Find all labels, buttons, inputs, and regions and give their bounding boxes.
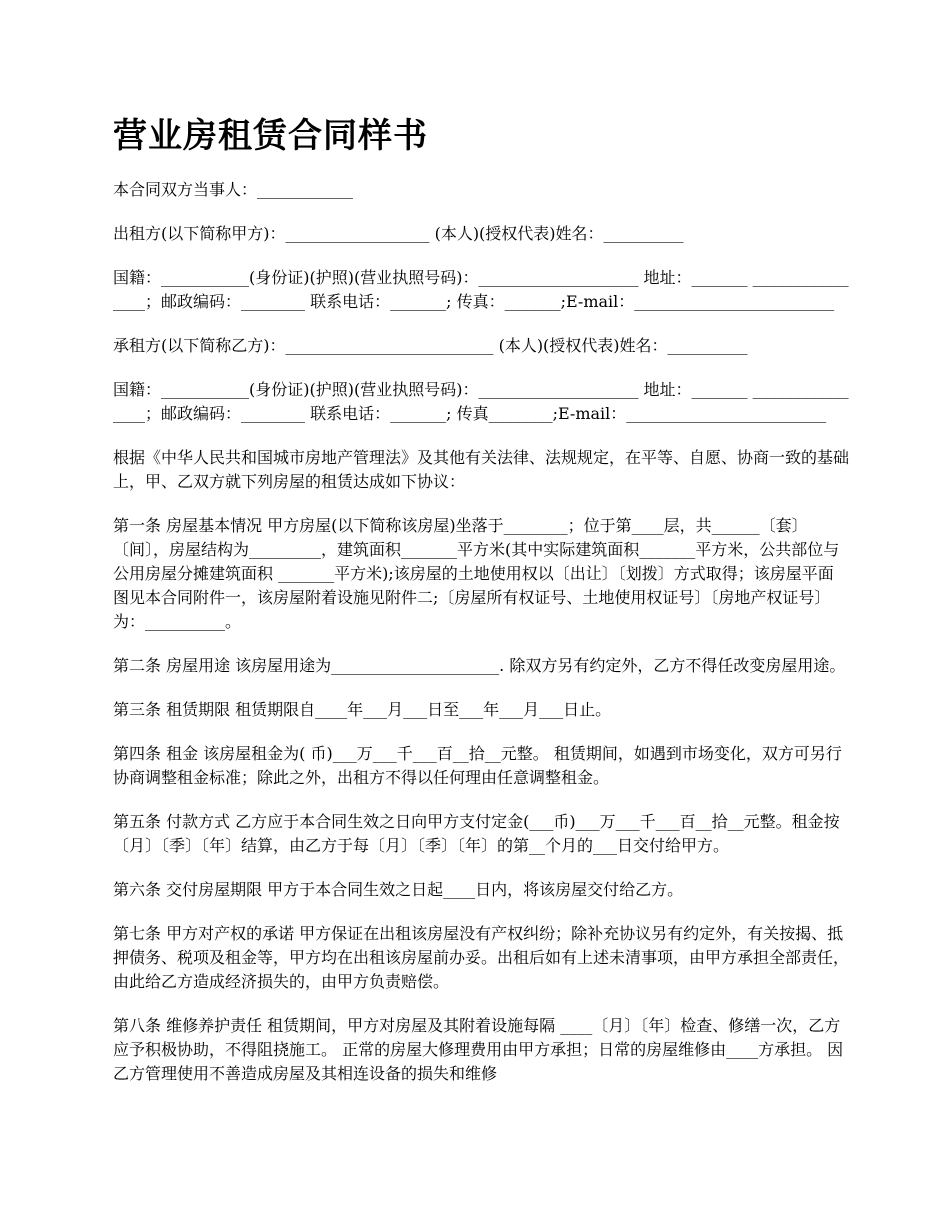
- article-5: 第五条 付款方式 乙方应于本合同生效之日向甲方支付定金(___币)___万___千___百__拾__元整。租金按〔月〕〔季〕〔年〕结算，由乙方于每〔月〕〔季〕〔年〕的第__个月的___日交付给甲方。: [113, 812, 840, 855]
- parties-intro: 本合同双方当事人：____________: [113, 180, 354, 199]
- article-6: 第六条 交付房屋期限 甲方于本合同生效之日起____日内，将该房屋交付给乙方。: [113, 880, 684, 899]
- article-4: 第四条 租金 该房屋租金为( 币)___万___千___百__拾__元整。 租赁期间，如遇到市场变化，双方可另行协商调整租金标准；除此之外，出租方不得以任何理由任意调整租金。: [113, 744, 842, 787]
- document-title: 营业房租赁合同样书: [113, 116, 428, 156]
- article-7: 第七条 甲方对产权的承诺 甲方保证在出租该房屋没有产权纠纷；除补充协议另有约定外，有关按揭、抵押债务、税项及租金等，甲方均在出租该房屋前办妥。出租后如有上述未清事项，由甲方承担全部责任，由此给乙方造成经济损失的，由甲方负责赔偿。: [113, 924, 850, 991]
- lessee-line: 承租方(以下简称乙方)：__________________________ (本人)(授权代表)姓名：__________: [113, 336, 748, 355]
- article-1: 第一条 房屋基本情况 甲方房屋(以下简称该房屋)坐落于________；位于第____层，共______〔套〕〔间〕，房屋结构为_________，建筑面积_______平方米(其中实际建筑面积_______平方米，公共部位与公用房屋分摊建筑面积 _______平方米);该房屋的土地使用权以〔出让〕〔划拨〕方式取得；该房屋平面图见本合同附件一，该房屋附着设施见附件二;〔房屋所有权证号、土地使用权证号〕〔房地产权证号〕为：__________。: [113, 516, 840, 631]
- article-8: 第八条 维修养护责任 租赁期间，甲方对房屋及其附着设施每隔 ____〔月〕〔年〕检查、修缮一次，乙方应予积极协助，不得阻挠施工。 正常的房屋大修理费用由甲方承担；日常的房屋维修由____方承担。 因乙方管理使用不善造成房屋及其相连设备的损失和维修: [113, 1016, 844, 1083]
- lessor-details: 国籍：___________(身份证)(护照)(营业执照号码)：____________________ 地址：_______ ________________；邮政编码：________ 联系电话：_______; 传真：_______;E-mail：_________________________: [113, 268, 849, 311]
- preamble: 根据《中华人民共和国城市房地产管理法》及其他有关法律、法规规定，在平等、自愿、协商一致的基础上，甲、乙双方就下列房屋的租赁达成如下协议：: [113, 448, 850, 491]
- lessee-details: 国籍：___________(身份证)(护照)(营业执照号码)：____________________ 地址：_______ ________________；邮政编码：________ 联系电话：_______; 传真________;E-mail：_________________________: [113, 380, 849, 423]
- article-3: 第三条 租赁期限 租赁期限自____年___月___日至___年___月___日止。: [113, 700, 612, 719]
- lessor-line: 出租方(以下简称甲方)：__________________ (本人)(授权代表)姓名：__________: [113, 224, 684, 243]
- article-2: 第二条 房屋用途 该房屋用途为_____________________. 除双方另有约定外，乙方不得任改变房屋用途。: [113, 656, 846, 675]
- document-page: [113, 112, 849, 1106]
